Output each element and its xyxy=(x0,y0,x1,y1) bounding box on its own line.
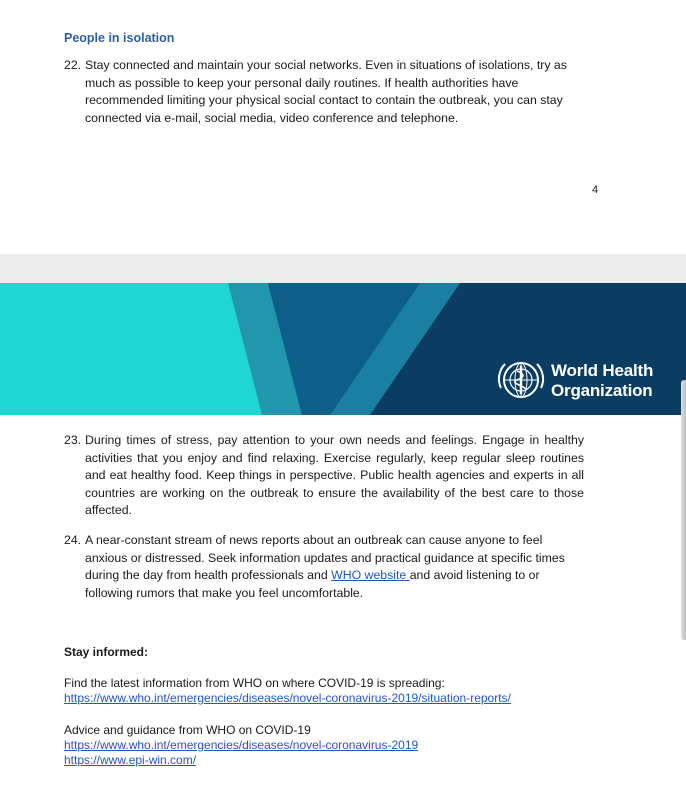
novel-coronavirus-link[interactable]: https://www.who.int/emergencies/diseases/novel-coronavirus-2019 xyxy=(64,738,419,752)
who-website-link[interactable]: WHO website xyxy=(331,568,410,583)
situation-reports-link[interactable]: https://www.who.int/emergencies/diseases/novel-coronavirus-2019/situation-reports/ xyxy=(64,691,511,705)
list-number: 23. xyxy=(64,433,82,447)
list-number: 24. xyxy=(64,533,82,547)
list-text-after: and avoid listening to or following rumors that make you feel uncomfortable. xyxy=(85,568,540,600)
section-heading: People in isolation xyxy=(64,31,175,45)
list-text xyxy=(85,532,584,602)
page-number: 4 xyxy=(592,184,599,196)
stay-informed-heading: Stay informed: xyxy=(64,645,149,659)
info-line-advice: Advice and guidance from WHO on COVID-19 xyxy=(64,723,311,737)
info-line-spreading: Find the latest information from WHO on where COVID-19 is spreading: xyxy=(64,676,445,690)
who-logo-line2: Organization xyxy=(551,381,653,400)
scrollbar-edge[interactable] xyxy=(681,380,686,640)
list-text-before: A near-constant stream of news reports about an outbreak can cause anyone to feel anxious or distressed. Seek information updates and practical guidance at specific times during the day from health professionals and xyxy=(85,533,565,583)
document-page-top xyxy=(0,0,686,254)
epi-win-link[interactable]: https://www.epi-win.com/ xyxy=(64,753,197,767)
who-logo-text xyxy=(551,361,653,401)
list-number: 22. xyxy=(64,58,82,72)
list-text: Stay connected and maintain your social networks. Even in situations of isolations, try as much as possible to keep your personal daily routines. If health authorities have recommended limiting your physical social contact to contain the outbreak, you can stay connected via e-mail, social media, video conference and telephone. xyxy=(85,58,567,125)
list-item-24 xyxy=(64,532,584,602)
list-text: During times of stress, pay attention to your own needs and feelings. Engage in healthy activities that you enjoy and find relaxing. Exercise regularly, keep regular sleep routines and eat healthy food. Keep things in perspective. Public health agencies and experts in all countries are working on the outbreak to ensure the availability of the best care to those affected. xyxy=(85,433,584,518)
list-item-23 xyxy=(64,432,584,520)
list-item-22 xyxy=(64,57,584,127)
page-gap xyxy=(0,254,686,284)
who-logo-line1: World Health xyxy=(551,361,654,380)
